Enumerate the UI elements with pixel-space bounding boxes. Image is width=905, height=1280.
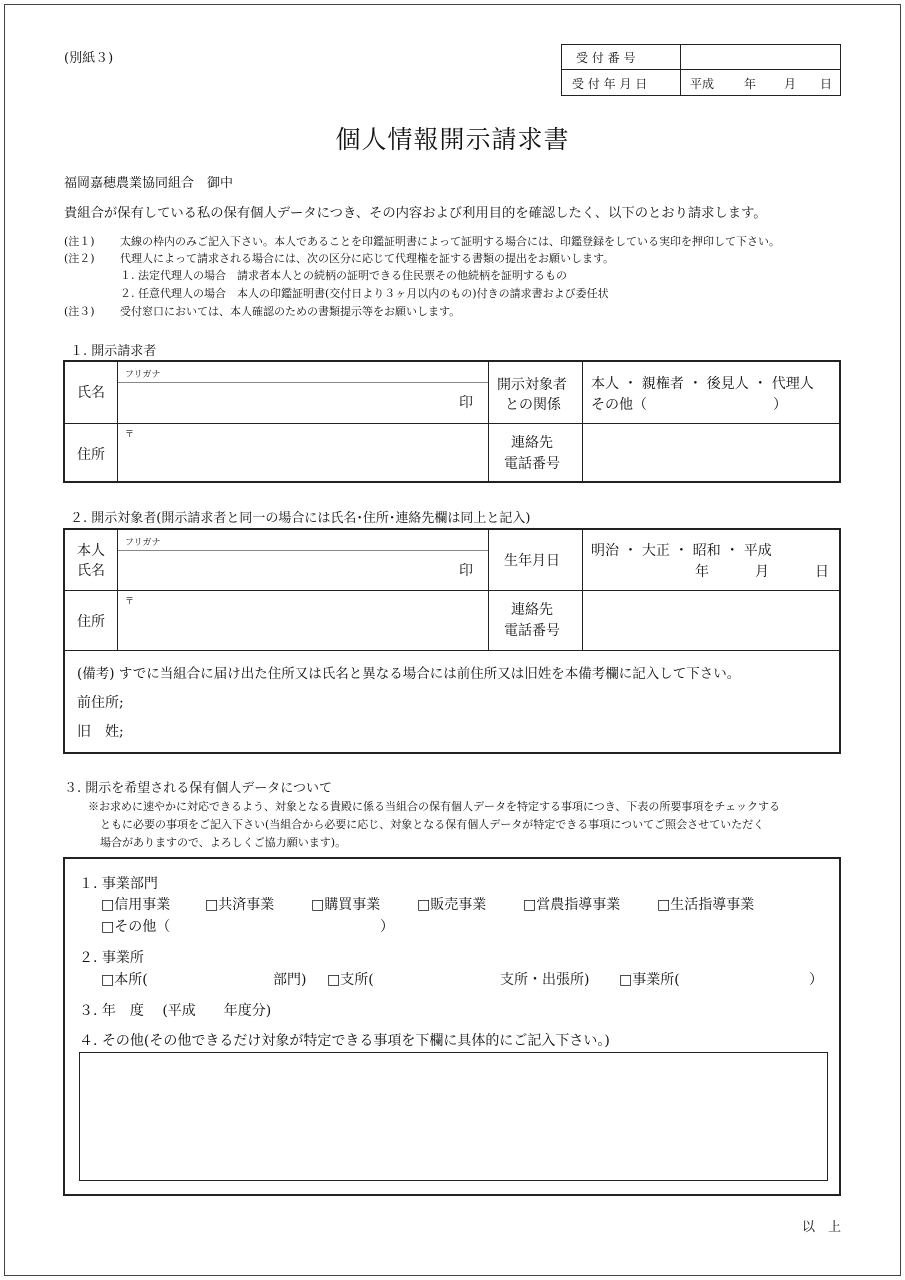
note2-item2: ２. 任意代理人の場合 本人の印鑑証明書(交付日より３ヶ月以内のもの)付きの請求書および委任状 [120, 287, 609, 300]
s2-furigana-label: フリガナ [125, 538, 161, 548]
dept-credit-checkbox[interactable]: □信用事業 [101, 897, 171, 913]
section3-note-line1: ※お求めに速やかに対応できるよう、対象となる貴殿に係る当組合の保有個人データを特定する事項につき、下表の所要事項をチェックする [88, 800, 781, 813]
s2-birth-year: 年 [695, 564, 709, 580]
office-branch-suffix: 支所・出張所) [500, 972, 590, 988]
section3-heading: ３. 開示を希望される保有個人データについて [64, 781, 333, 796]
fiscal-year-line: ３. 年 度 (平成 年度分) [79, 1003, 272, 1019]
s1-address-label: 住所 [77, 447, 105, 463]
office-head-suffix: 部門) [273, 972, 307, 988]
s1-postal-mark: 〒 [125, 430, 135, 440]
annex-label: (別紙３) [64, 51, 114, 66]
s2-name-label-2: 氏名 [77, 563, 105, 579]
section1-table [63, 360, 841, 483]
s2-name-label-1: 本人 [77, 543, 105, 559]
note2-text: 代理人によって請求される場合には、次の区分に応じて代理権を証する書類の提出をお願いします。 [120, 252, 615, 265]
dept-sales-checkbox[interactable]: □販売事業 [417, 897, 487, 913]
s1-contact-label-1: 連絡先 [511, 435, 553, 451]
s2-birth-day: 日 [815, 564, 829, 580]
note1-label: (注１) [64, 235, 95, 248]
s2-prev-address-label: 前住所; [77, 695, 124, 711]
dept-living-guidance-checkbox[interactable]: □生活指導事業 [657, 897, 755, 913]
note2-label: (注２) [64, 252, 95, 265]
note1-text: 太線の枠内のみご記入下さい。本人であることを印鑑証明書によって証明する場合には、印鑑登録をしている実印を押印して下さい。 [120, 235, 780, 248]
office-branch-checkbox[interactable]: □支所( [327, 972, 374, 988]
s1-name-label: 氏名 [77, 385, 105, 401]
section3-box [63, 857, 841, 1196]
s2-remarks: (備考) すでに当組合に届け出た住所又は氏名と異なる場合には前住所又は旧姓を本備考欄に記入して下さい。 [77, 666, 741, 682]
office-head-checkbox[interactable]: □本所( [101, 972, 148, 988]
intro-text: 貴組合が保有している私の保有個人データにつき、その内容および利用目的を確認したく、以下のとおり請求します。 [64, 206, 767, 221]
reception-date-year: 年 [744, 77, 757, 91]
reception-date-era: 平成 [690, 77, 715, 91]
note3-label: (注３) [64, 305, 95, 318]
reception-date-day: 日 [820, 77, 833, 91]
s2-contact-label-1: 連絡先 [511, 602, 553, 618]
section3-note-line3: 場合がありますので、よろしくご協力願います)。 [100, 836, 347, 849]
s1-seal-mark: 印 [459, 395, 473, 411]
dept-farming-guidance-checkbox[interactable]: □営農指導事業 [523, 897, 621, 913]
s2-seal-mark: 印 [459, 563, 473, 579]
s2-postal-mark: 〒 [125, 597, 135, 607]
addressee: 福岡嘉穂農業協同組合 御中 [64, 176, 234, 191]
reception-date-label: 受 付 年 月 日 [572, 77, 648, 91]
other-heading: ４. その他(その他できるだけ対象が特定できる事項を下欄に具体的にご記入下さい。) [79, 1033, 610, 1049]
reception-date-month: 月 [784, 77, 797, 91]
reception-number-label: 受 付 番 号 [576, 51, 636, 65]
dept-other-close: ） [380, 919, 394, 935]
s1-relation-other[interactable]: その他（ ） [591, 397, 787, 413]
s1-phone-input[interactable] [587, 428, 835, 478]
s1-address-input[interactable] [121, 428, 481, 478]
s2-address-label: 住所 [77, 614, 105, 630]
s1-relation-options[interactable]: 本人 ・ 親権者 ・ 後見人 ・ 代理人 [591, 376, 814, 392]
office-site-checkbox[interactable]: □事業所( [619, 972, 680, 988]
dept-heading: １. 事業部門 [79, 876, 158, 892]
note2-item1: １. 法定代理人の場合 請求者本人との続柄の証明できる住民票その他続柄を証明するもの [120, 269, 567, 282]
s1-relation-label-1: 開示対象者 [497, 377, 567, 393]
section1-heading: １. 開示請求者 [70, 344, 157, 359]
section2-table [63, 528, 841, 754]
s2-old-name-input[interactable] [135, 719, 825, 741]
s2-phone-input[interactable] [587, 596, 835, 646]
reception-box [561, 44, 841, 96]
dept-other-checkbox[interactable]: □その他（ [101, 919, 171, 935]
section3-note-line2: ともに必要の事項をご記入下さい(当組合から必要に応じ、対象となる保有個人データが特定できる事項についてご照会させていただく [100, 818, 765, 831]
closing-mark: 以 上 [802, 1220, 842, 1235]
s1-name-input[interactable] [121, 386, 451, 418]
section2-heading: ２. 開示対象者(開示請求者と同一の場合には氏名･住所･連絡先欄は同上と記入) [70, 511, 531, 526]
s2-birth-month: 月 [755, 564, 769, 580]
office-site-close: ） [809, 972, 823, 988]
s1-relation-label-2: との関係 [505, 397, 561, 413]
dept-mutual-aid-checkbox[interactable]: □共済事業 [205, 897, 275, 913]
dept-purchase-checkbox[interactable]: □購買事業 [311, 897, 381, 913]
office-heading: ２. 事業所 [79, 950, 144, 966]
s2-birth-label: 生年月日 [504, 553, 560, 569]
s2-old-name-label: 旧 姓; [77, 724, 124, 740]
other-details-textarea[interactable] [79, 1052, 828, 1181]
s2-prev-address-input[interactable] [135, 690, 825, 712]
s2-name-input[interactable] [121, 554, 451, 586]
s2-address-input[interactable] [121, 596, 481, 646]
s2-birth-eras[interactable]: 明治 ・ 大正 ・ 昭和 ・ 平成 [591, 543, 772, 559]
s2-contact-label-2: 電話番号 [504, 623, 560, 639]
document-title: 個人情報開示請求書 [335, 125, 570, 154]
s1-furigana-label: フリガナ [125, 370, 161, 380]
s1-contact-label-2: 電話番号 [504, 456, 560, 472]
note3-text: 受付窓口においては、本人確認のための書類提示等をお願いします。 [120, 305, 461, 318]
